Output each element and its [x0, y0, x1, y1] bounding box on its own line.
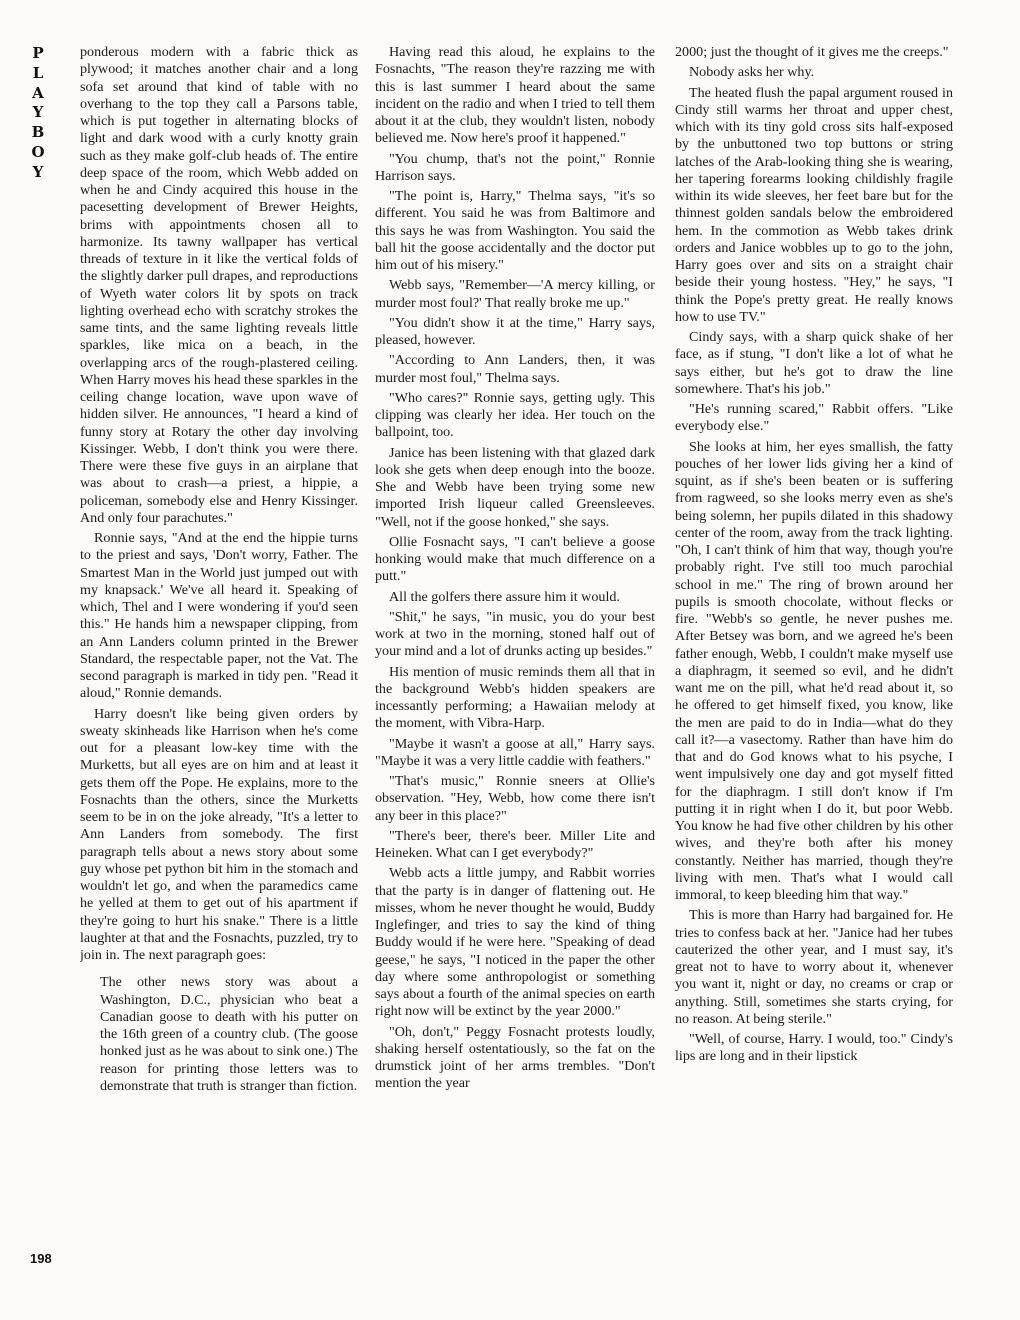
- paragraph: 2000; just the thought of it gives me the creeps.": [675, 44, 949, 60]
- paragraph: "The point is, Harry," Thelma says, "it's so different. You said he was from Baltimore and this says he was from Washington. You said the ball hit the goose accidentally and the doctor put him out of his misery.": [375, 188, 655, 273]
- paragraph: Ronnie says, "And at the end the hippie turns to the priest and says, 'Don't worry, Father. The Smartest Man in the World just jumped out with my knapsack.' We've all heard it. Speaking of which, Thel and I were wondering if you'd seen this." He hands him a newspaper clipping, from an Ann Landers column printed in the Brewer Standard, the respectable paper, not the Vat. The second paragraph is marked in tidy pen. "Read it aloud," Ronnie demands.: [80, 530, 358, 702]
- paragraph: Having read this aloud, he explains to the Fosnachts, "The reason they're razzing me with this is last summer I heard about the same incident on the radio and when I tried to tell them about it at the club, they wouldn't listen, nobody believed me. Now here's proof it happened.": [375, 44, 655, 147]
- text-column-1: [80, 44, 358, 1284]
- paragraph: "He's running scared," Rabbit offers. "Like everybody else.": [675, 401, 953, 435]
- paragraph: Ollie Fosnacht says, "I can't believe a goose honking would make that much difference on a putt.": [375, 533, 655, 585]
- page-number: 198: [30, 1251, 52, 1266]
- paragraph: Webb says, "Remember—'A mercy killing, or murder most foul?' That really broke me up.": [375, 277, 655, 311]
- paragraph: "Shit," he says, "in music, you do your best work at two in the morning, stoned half out of your mind and a lot of drunks acting up besides.": [375, 608, 655, 660]
- title-letter: O: [31, 142, 45, 161]
- paragraph: "According to Ann Landers, then, it was murder most foul," Thelma says.: [375, 352, 655, 386]
- paragraph: "Oh, don't," Peggy Fosnacht protests loudly, shaking herself ostentatiously, so the fat on the drumstick joint of her arms trembles. "Don't mention the year: [375, 1023, 655, 1092]
- title-letter: Y: [32, 103, 44, 122]
- paragraph: "You didn't show it at the time," Harry says, pleased, however.: [375, 314, 655, 348]
- paragraph: She looks at him, her eyes smallish, the fatty pouches of her lower lids giving her a kind of squint, as if she's been beaten or is suffering from ragweed, so she looks merry even as she's being solemn, her pupils dilated in this shadowy center of the room, away from the track lighting. "Oh, I can't think of him that way, though you're probably right. I've still too much parochial school in me." The ring of brown around her pupils is smooth chocolate, without flecks or fire. "Webb's so gentle, he never pushes me. After Betsey was born, and we agreed he's been father enough, Webb, I couldn't make myself use a diaphragm, it seemed so evil, and he didn't want me on the pill, what he'd read about it, so he offered to get himself fixed, you know, like the men are paid to do in India—what do they call it?—a vasectomy. Rather than have him do that and do God knows what to his psyche, I went impulsively one day and got myself fitted for the diaphragm. I still don't know if I'm putting it in right when I do it, but poor Webb. You know he had five other children by his other wives, and they're both after his money constantly. Neither has married, though they're living with men. That's what I would call immoral, to keep bleeding him that way.": [675, 438, 953, 903]
- paragraph: "That's music," Ronnie sneers at Ollie's observation. "Hey, Webb, how come there isn't any beer in this place?": [375, 773, 655, 824]
- text-column-3: [675, 44, 953, 1284]
- title-letter: B: [31, 123, 45, 142]
- paragraph: "Who cares?" Ronnie says, getting ugly. This clipping was clearly her idea. Her touch on the ballpoint, too.: [375, 389, 655, 441]
- title-letter: P: [32, 44, 44, 62]
- paragraph: Harry doesn't like being given orders by sweaty skinheads like Harrison when he's come out for a pleasant low-key time with the Murketts, but all eyes are on him and at least it gets them off the Pope. He explains, more to the Fosnachts than the others, since the Murketts seem to be in on the joke already, "It's a letter to Ann Landers from somebody. The first paragraph tells about a news story about some guy whose pet python bit him in the stomach and wouldn't let go, and when the paramedics came he yelled at them to get out of his apartment if they're going to hurt his snake." There is a little laughter at that and the Fosnachts, puzzled, try to join in. The next paragraph goes:: [80, 705, 358, 963]
- text-column-2: [375, 44, 655, 1284]
- title-letter: Y: [32, 162, 44, 181]
- magazine-vertical-title: [30, 44, 46, 183]
- paragraph: Webb acts a little jumpy, and Rabbit worries that the party is in danger of flattening out. He misses, whom he never thought he would, Buddy Inglefinger, and tries to say the kind of thing Buddy would if he were here. "Speaking of dead geese," he says, "I noticed in the paper the other day where some anthropologist or something says about a fourth of the animal species on earth right now will be extinct by the year 2000.": [375, 865, 655, 1020]
- paragraph: "There's beer, there's beer. Miller Lite and Heineken. What can I get everybody?": [375, 827, 655, 861]
- paragraph: "Maybe it wasn't a goose at all," Harry says. "Maybe it was a very little caddie with feathers.": [375, 735, 655, 769]
- paragraph: All the golfers there assure him it would.: [389, 588, 620, 605]
- paragraph: "Well, of course, Harry. I would, too." Cindy's lips are long and in their lipstick: [675, 1031, 953, 1065]
- paragraph: Nobody asks her why.: [689, 64, 815, 81]
- paragraph: Janice has been listening with that glazed dark look she gets when deep enough into the booze. She and Webb have been trying some new imported Irish liqueur called Greensleeves. "Well, not if the goose honked," she says.: [375, 444, 655, 530]
- title-letter: A: [32, 83, 44, 102]
- paragraph: Cindy says, with a sharp quick shake of her face, as if stung, "I don't like a lot of what he says either, but he's got to draw the line somewhere. That's his job.": [675, 329, 953, 397]
- paragraph: His mention of music reminds them all that in the background Webb's hidden speakers are incessantly performing; a Hawaiian melody at the moment, with Vibra-Harp.: [375, 663, 655, 732]
- paragraph: "You chump, that's not the point," Ronnie Harrison says.: [375, 150, 655, 184]
- paragraph: This is more than Harry had bargained for. He tries to confess back at her. "Janice had her tubes cauterized the other year, and I must say, it's great not to have to worry about it, whenever you want it, night or day, no creams or crap or anything. Still, sometimes she starts crying, for no reason. At being sterile.": [675, 907, 953, 1027]
- paragraph: The heated flush the papal argument roused in Cindy still warms her throat and upper chest, which with its tiny gold cross sits half-exposed by the unbuttoned two top buttons or string latches of the Arab-looking thing she is wearing, her tapering forearms looking childishly fragile within its wide sleeves, her feet bare but for the thinnest golden sandals below the embroidered hem. In the commotion as Webb takes drink orders and Janice wobbles up to go to the john, Harry goes over and sits on a straight chair beside their young hostess. "Hey," he says, "I think the Pope's pretty great. He really knows how to use TV.": [675, 84, 953, 325]
- block-quote: The other news story was about a Washington, D.C., physician who beat a Canadian goose to death with his putter on the 16th green of a country club. (The goose honked just as he was about to sink one.) The reason for printing those letters was to demonstrate that truth is stranger than fiction.: [100, 974, 358, 1094]
- paragraph: ponderous modern with a fabric thick as plywood; it matches another chair and a long sofa set around that kind of table with no overhang to the top they call a Parsons table, which is put together in alternating blocks of light and dark wood with a curly knotty grain such as they make golf-club heads of. The entire deep space of the room, which Webb added on when he and Cindy acquired this house in the pacesetting development of Brewer Heights, brims with appointments chosen all to harmonize. Its tawny wallpaper has vertical threads of texture in it like the vertical folds of the slightly darker pull drapes, and reproductions of Wyeth water colors lit by spots on track lighting overhead echo with scratchy strokes the same tints, and the same lighting reveals little sparkles, like mica on a beach, in the overlapping arcs of the rough-plastered ceiling. When Harry moves his head these sparkles in the ceiling change location, wave upon wave of hidden silver. He announces, "I heard a kind of funny story at Rotary the other day involving Kissinger. Webb, I don't think you were there. There were these five guys in an airplane that was about to crash—a priest, a hippie, a policeman, somebody else and Henry Kissinger. And only four parachutes.": [80, 44, 358, 526]
- title-letter: L: [32, 63, 44, 82]
